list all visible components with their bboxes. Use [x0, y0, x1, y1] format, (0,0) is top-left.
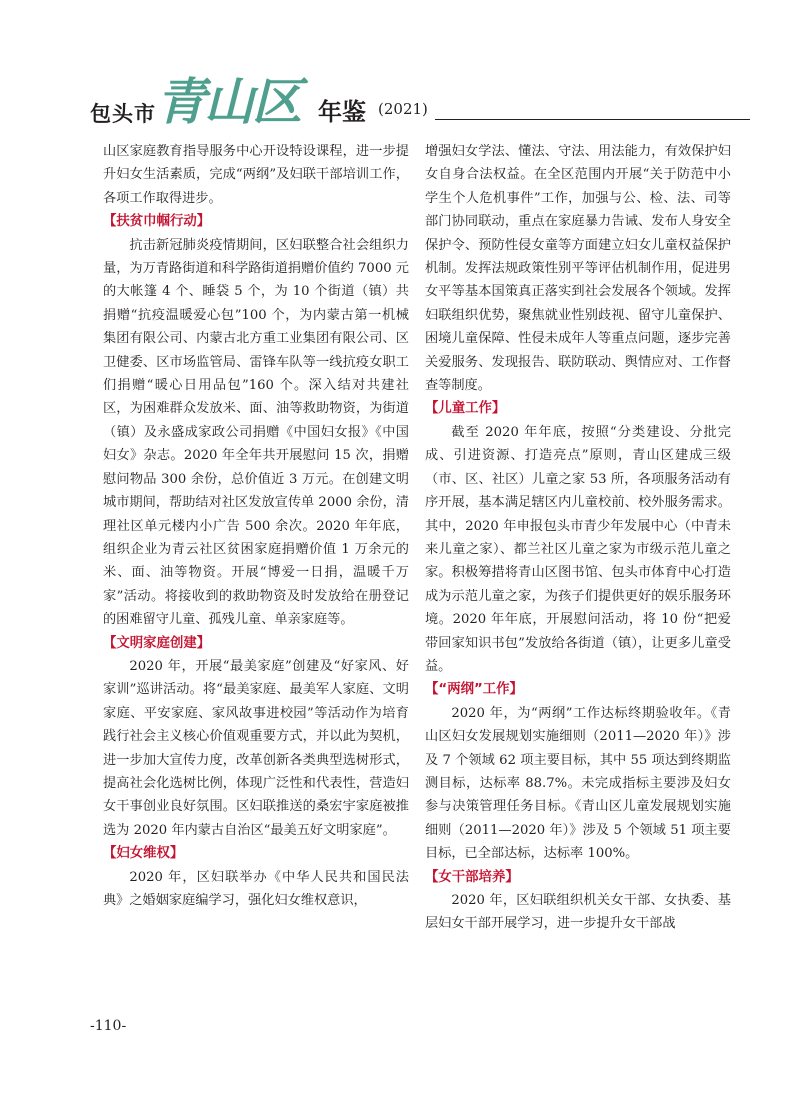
- paragraph: 增强妇女学法、懂法、守法、用法能力，有效保护妇女自身合法权益。在全区范围内开展“关于防范中小学生个人危机事件”工作，加强与公、检、法、司等部门协同联动，重点在家庭暴力告诫、发布人身安全保护令、预防性侵女童等方面建立妇女儿童权益保护机制。发挥法规政策性别平等评估机制作用，促进男女平等基本国策真正落实到社会发展各个领域。发挥妇联组织优势，聚焦就业性别歧视、留守儿童保护、困境儿童保障、性侵未成年人等重点问题，逐步完善关爱服务、发现报告、联防联动、舆情应对、工作督查等制度。: [425, 144, 731, 394]
- right-column: [425, 140, 731, 936]
- section-heading: 【扶贫巾帼行动】: [103, 214, 211, 230]
- header-district-logo: 青山区: [156, 72, 300, 131]
- left-column: [103, 140, 409, 912]
- page-number: -110-: [90, 1018, 127, 1034]
- section-heading: 【女干部培养】: [425, 869, 519, 885]
- header-city: 包头市: [90, 101, 156, 126]
- header-yearbook: 年鉴: [318, 97, 366, 126]
- paragraph: 抗击新冠肺炎疫情期间，区妇联整合社会组织力量，为万青路街道和科学路街道捐赠价值约 7000 元的大帐篷 4 个、睡袋 5 个，为 10 个街道（镇）共捐赠“抗疫温暖爱心包”100 个，为内蒙古第一机械集团有限公司、内蒙古北方重工业集团有限公司、区卫健委、区市场监管局、雷锋车队等一线抗疫女职工们捐赠“暖心日用品包”160 个。深入结对共建社区，为困难群众发放米、面、油等救助物资，为街道（镇）及永盛成家政公司捐赠《中国妇女报》《中国妇女》杂志。2020 年全年共开展慰问 15 次，捐赠慰问物品 300 余份，总价值近 3 万元。在创建文明城市期间，帮助结对社区发放宣传单 2000 余份，清理社区单元楼内小广告 500 余次。2020 年年底，组织企业为青云社区贫困家庭捐赠价值 1 万余元的米、面、油等物资。开展“博爱一日捐，温暖千万家”活动。将接收到的救助物资及时发放给在册登记的困难留守儿童、孤残儿童、单亲家庭等。: [103, 237, 409, 628]
- section-heading: 【文明家庭创建】: [103, 635, 211, 651]
- header-year: (2021): [378, 100, 428, 118]
- section-heading: 【儿童工作】: [425, 401, 506, 417]
- paragraph: 2020 年，区妇联举办《中华人民共和国民法典》之婚姻家庭编学习，强化妇女维权意识，: [103, 869, 409, 908]
- header-rule: [435, 119, 750, 120]
- section-heading: 【妇女维权】: [103, 846, 184, 862]
- paragraph: 山区家庭教育指导服务中心开设特设课程，进一步提升妇女生活素质，完成“两纲”及妇联干部培训工作，各项工作取得进步。: [103, 144, 409, 206]
- paragraph: 2020 年，开展“最美家庭”创建及“好家风、好家训”巡讲活动。将“最美家庭、最美军人家庭、文明家庭、平安家庭、家风故事进校园”等活动作为培育践行社会主义核心价值观重要方式，并以此为契机，进一步加大宣传力度，改革创新各类典型选树形式，提高社会化选树比例，体现广泛性和代表性，营造妇女干事创业良好氛围。区妇联推送的桑宏宇家庭被推选为 2020 年内蒙古自治区“最美五好文明家庭”。: [103, 658, 409, 838]
- paragraph: 2020 年，区妇联组织机关女干部、女执委、基层妇女干部开展学习，进一步提升女干部战: [425, 893, 731, 932]
- section-heading: 【“两纲”工作】: [425, 682, 523, 698]
- paragraph: 2020 年，为“两纲”工作达标终期验收年。《青山区妇女发展规划实施细则（2011—2020 年）》涉及 7 个领域 62 项主要目标，其中 55 项达到终期监测目标，达标率 88.7%。未完成指标主要涉及妇女参与决策管理任务目标。《青山区儿童发展规划实施细则（2011—2020 年）》涉及 5 个领域 51 项主要目标，已全部达标，达标率 100%。: [425, 705, 731, 862]
- page-header: [90, 62, 730, 130]
- paragraph: 截至 2020 年年底，按照“分类建设、分批完成、引进资源、打造亮点”原则，青山区建成三级（市、区、社区）儿童之家 53 所，各项服务活动有序开展，基本满足辖区内儿童校前、校外服务需求。其中，2020 年申报包头市青少年发展中心（中青未来儿童之家）、都兰社区儿童之家为市级示范儿童之家。积极筹措将青山区图书馆、包头市体育中心打造成为示范儿童之家，为孩子们提供更好的娱乐服务环境。2020 年年底，开展慰问活动，将 10 份“把爱带回家知识书包”发放给各街道（镇），让更多儿童受益。: [425, 424, 731, 674]
